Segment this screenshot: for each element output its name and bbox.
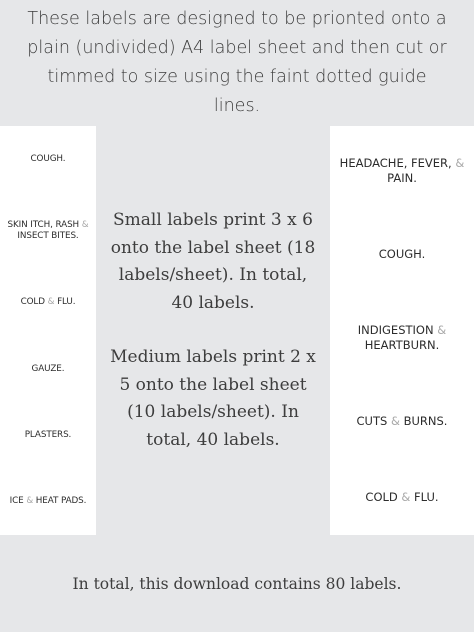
small-label: COLD & FLU. bbox=[20, 297, 76, 308]
medium-labels-column bbox=[330, 126, 474, 535]
small-label: COUGH. bbox=[30, 153, 66, 164]
small-label: PLASTERS. bbox=[24, 429, 72, 440]
medium-label: COLD & FLU. bbox=[365, 489, 439, 504]
footer-text: In total, this download contains 80 labels. bbox=[72, 574, 402, 593]
medium-label: CUTS & BURNS. bbox=[356, 413, 448, 428]
medium-label: INDIGESTION & HEARTBURN. bbox=[357, 322, 447, 352]
intro-text: These labels are designed to be prionted onto a plain (undivided) A4 label sheet and then cut or timmed to size using the faint dotted guide lines. bbox=[27, 9, 447, 116]
small-labels-column bbox=[0, 126, 96, 535]
medium-label: COUGH. bbox=[378, 247, 426, 262]
small-label: ICE & HEAT PADS. bbox=[9, 496, 87, 507]
small-label: SKIN ITCH, RASH & INSECT BITES. bbox=[7, 219, 89, 241]
small-label: GAUZE. bbox=[31, 363, 65, 374]
description bbox=[96, 126, 330, 535]
small-labels-description: Small labels print 3 x 6 onto the label sheet (18 labels/sheet). In total, 40 labels. bbox=[110, 210, 316, 313]
medium-labels-description: Medium labels print 2 x 5 onto the label sheet (10 labels/sheet). In total, 40 labels. bbox=[110, 347, 316, 450]
medium-label: HEADACHE, FEVER, & PAIN. bbox=[339, 156, 465, 186]
